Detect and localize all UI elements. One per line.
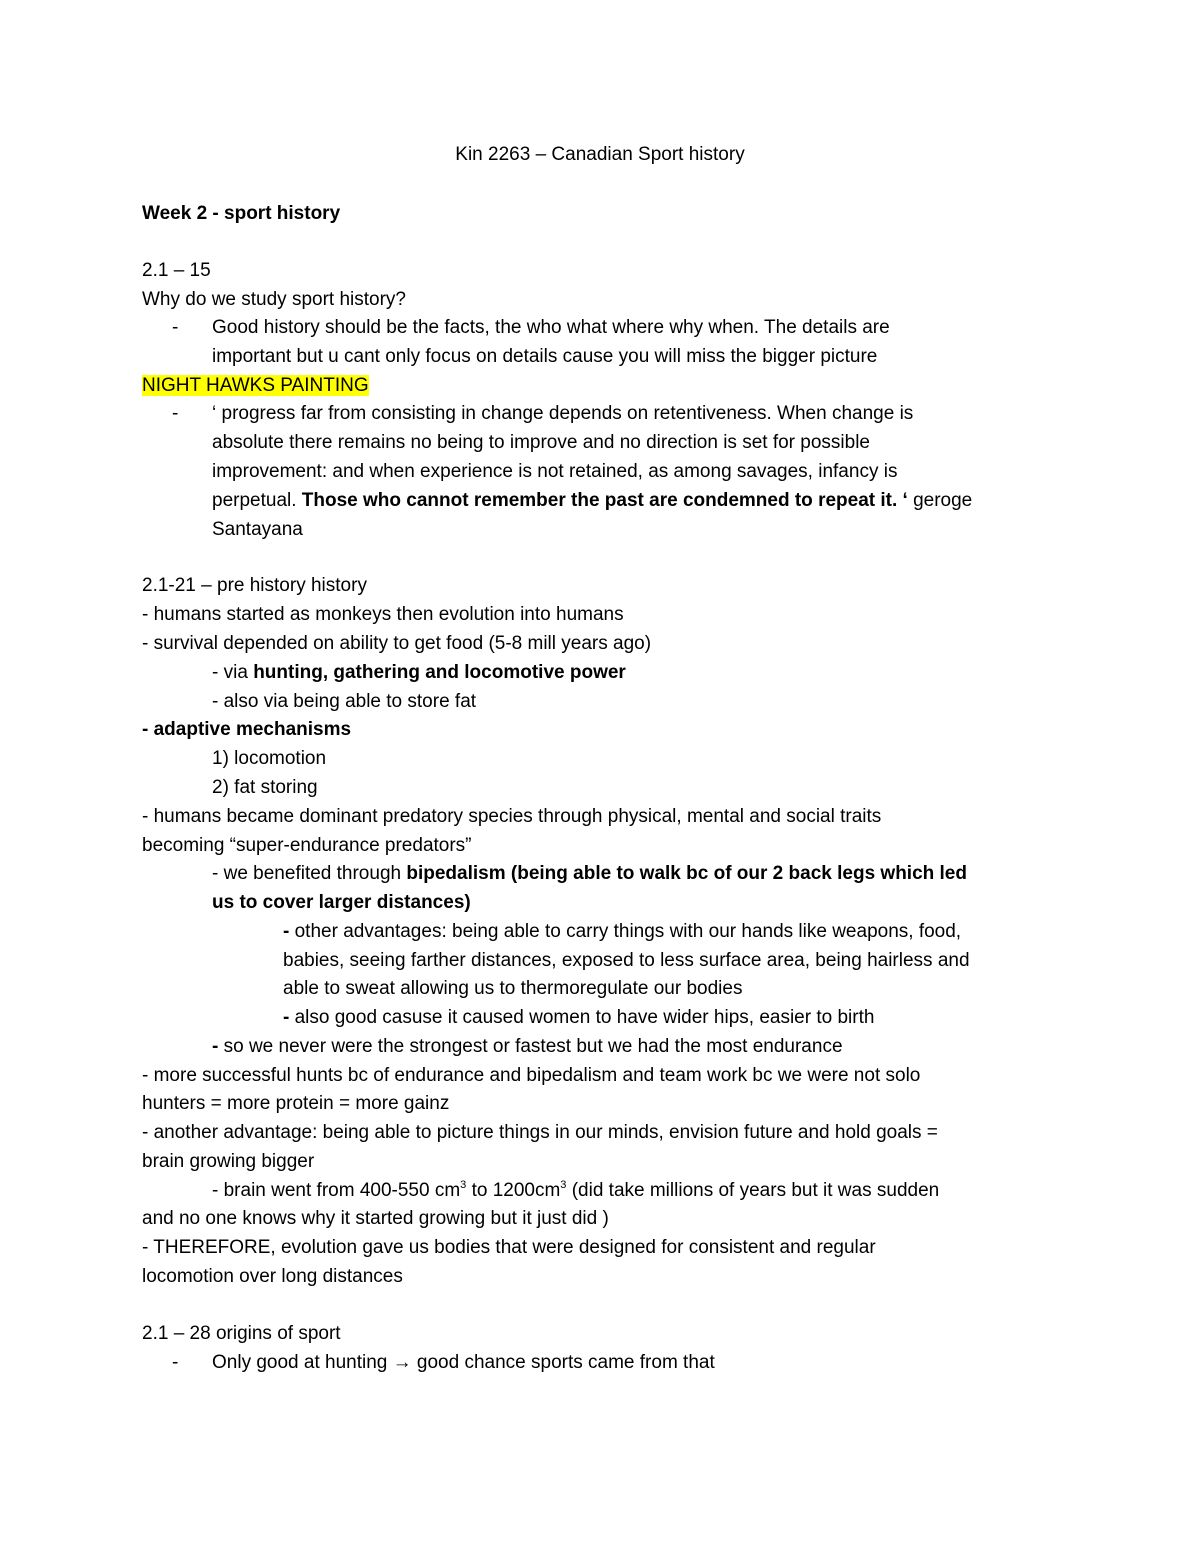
note-text: to 1200cm <box>466 1180 561 1201</box>
bullet-dash: - <box>172 1352 179 1373</box>
note-line: - another advantage: being able to picture things in our minds, envision future and hold goals = <box>142 1122 938 1143</box>
note-text: (did take millions of years but it was sudden <box>566 1180 940 1201</box>
section-heading: 2.1 – 15 <box>142 260 211 281</box>
week-heading: Week 2 - sport history <box>142 203 341 224</box>
superscript: 3 <box>460 1179 467 1191</box>
note-line: locomotion over long distances <box>142 1266 403 1287</box>
quote-bold-text: Those who cannot remember the past are condemned to repeat it. ‘ <box>301 490 908 511</box>
question-line: Why do we study sport history? <box>142 289 406 310</box>
note-line <box>212 659 626 688</box>
note-line <box>212 1033 843 1062</box>
numbered-item: 1) locomotion <box>212 748 327 769</box>
note-line: and no one knows why it started growing but it just did ) <box>142 1208 609 1229</box>
section-heading: 2.1-21 – pre history history <box>142 575 367 596</box>
note-line <box>212 860 967 889</box>
note-line: - survival depended on ability to get food (5-8 mill years ago) <box>142 633 652 654</box>
bullet-text <box>212 1349 715 1378</box>
quote-line: absolute there remains no being to improve and no direction is set for possible <box>212 432 870 453</box>
note-line-bold: us to cover larger distances) <box>212 892 471 913</box>
note-text: - via <box>212 662 254 683</box>
note-bold-text: - <box>283 921 295 942</box>
note-line: - humans started as monkeys then evolution into humans <box>142 604 624 625</box>
quote-author: Santayana <box>212 519 303 540</box>
bullet-text: important but u cant only focus on details cause you will miss the bigger picture <box>212 346 878 367</box>
note-text: other advantages: being able to carry things with our hands like weapons, food, <box>294 921 962 942</box>
note-bold-text: - <box>283 1007 295 1028</box>
superscript: 3 <box>560 1179 567 1191</box>
note-line: - humans became dominant predatory species through physical, mental and social traits <box>142 806 882 827</box>
bullet-dash: - <box>172 317 179 338</box>
note-line <box>283 1004 874 1033</box>
quote-text: geroge <box>907 490 973 511</box>
quote-line: ‘ progress far from consisting in change depends on retentiveness. When change is <box>212 403 914 424</box>
quote-line: improvement: and when experience is not retained, as among savages, infancy is <box>212 461 898 482</box>
bullet-text: Good history should be the facts, the who what where why when. The details are <box>212 317 890 338</box>
note-text: so we never were the strongest or fastest but we had the most endurance <box>223 1036 843 1057</box>
quote-line <box>212 487 972 516</box>
note-text: - brain went from 400-550 cm <box>212 1180 461 1201</box>
note-line: - more successful hunts bc of endurance and bipedalism and team work bc we were not solo <box>142 1065 921 1086</box>
note-text: also good casuse it caused women to have wider hips, easier to birth <box>294 1007 875 1028</box>
note-line <box>283 918 961 947</box>
note-text: - we benefited through <box>212 863 407 884</box>
note-bold-text: - <box>212 1036 224 1057</box>
document-title: Kin 2263 – Canadian Sport history <box>455 144 745 165</box>
numbered-item: 2) fat storing <box>212 777 318 798</box>
section-heading: 2.1 – 28 origins of sport <box>142 1323 341 1344</box>
note-text: good chance sports came from that <box>411 1352 715 1373</box>
highlight-mark: NIGHT HAWKS PAINTING <box>142 375 369 396</box>
note-line: able to sweat allowing us to thermoregulate our bodies <box>283 978 743 999</box>
note-line: hunters = more protein = more gainz <box>142 1093 450 1114</box>
note-line: becoming “super-endurance predators” <box>142 835 472 856</box>
note-bold-text: bipedalism (being able to walk bc of our 2 back legs which led <box>406 863 967 884</box>
note-line: - THEREFORE, evolution gave us bodies that were designed for consistent and regular <box>142 1237 876 1258</box>
note-line: brain growing bigger <box>142 1151 315 1172</box>
note-line <box>212 1177 939 1206</box>
highlighted-note <box>142 372 369 401</box>
bullet-dash: - <box>172 403 179 424</box>
note-line: babies, seeing farther distances, exposed to less surface area, being hairless and <box>283 950 970 971</box>
quote-text: perpetual. <box>212 490 302 511</box>
note-bold-text: hunting, gathering and locomotive power <box>253 662 626 683</box>
right-arrow-icon: → <box>392 1352 412 1373</box>
note-text: Only good at hunting <box>212 1352 393 1373</box>
note-line: - also via being able to store fat <box>212 691 477 712</box>
note-line-bold: - adaptive mechanisms <box>142 719 352 740</box>
